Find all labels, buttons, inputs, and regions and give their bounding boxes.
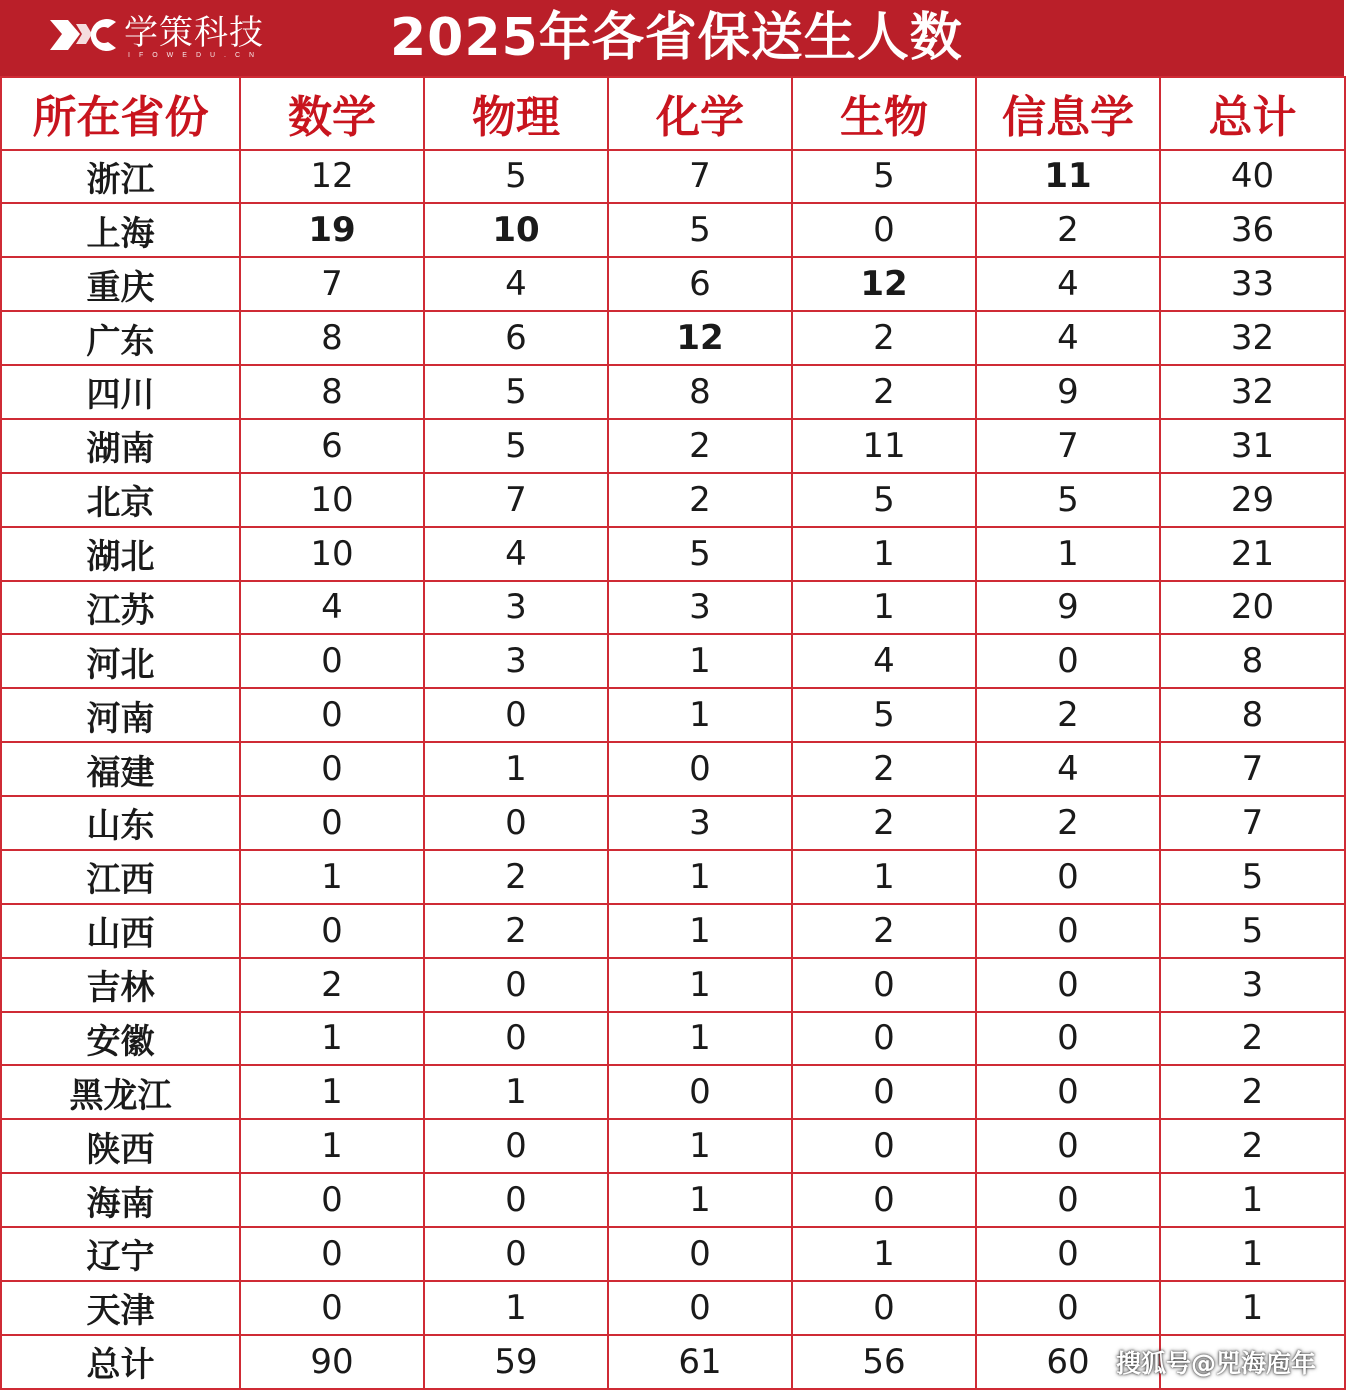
value-cell-math: 10 bbox=[240, 473, 424, 527]
province-cell: 上海 bbox=[1, 203, 240, 257]
column-header-biology: 生物 bbox=[792, 77, 976, 150]
value-cell-biology: 11 bbox=[792, 419, 976, 473]
value-cell-math: 0 bbox=[240, 1227, 424, 1281]
table-row bbox=[1, 850, 1345, 904]
column-header-chemistry: 化学 bbox=[608, 77, 792, 150]
column-total-math: 90 bbox=[240, 1335, 424, 1389]
value-cell-physics: 6 bbox=[424, 311, 608, 365]
value-cell-chemistry: 0 bbox=[608, 1227, 792, 1281]
value-cell-math: 8 bbox=[240, 311, 424, 365]
value-cell-chemistry: 3 bbox=[608, 581, 792, 635]
total-cell: 7 bbox=[1160, 796, 1345, 850]
value-cell-informatics: 2 bbox=[976, 203, 1160, 257]
value-cell-informatics: 9 bbox=[976, 365, 1160, 419]
value-cell-math: 6 bbox=[240, 419, 424, 473]
column-total-biology: 56 bbox=[792, 1335, 976, 1389]
value-cell-informatics: 2 bbox=[976, 688, 1160, 742]
value-cell-informatics: 0 bbox=[976, 958, 1160, 1012]
value-cell-physics: 0 bbox=[424, 688, 608, 742]
column-header-physics: 物理 bbox=[424, 77, 608, 150]
table-row bbox=[1, 1227, 1345, 1281]
value-cell-biology: 0 bbox=[792, 203, 976, 257]
value-cell-biology: 1 bbox=[792, 1227, 976, 1281]
value-cell-informatics: 11 bbox=[976, 150, 1160, 204]
value-cell-physics: 2 bbox=[424, 904, 608, 958]
province-cell: 北京 bbox=[1, 473, 240, 527]
province-cell: 安徽 bbox=[1, 1012, 240, 1066]
value-cell-biology: 0 bbox=[792, 1065, 976, 1119]
value-cell-physics: 1 bbox=[424, 1065, 608, 1119]
value-cell-informatics: 0 bbox=[976, 904, 1160, 958]
province-cell: 湖北 bbox=[1, 527, 240, 581]
value-cell-physics: 5 bbox=[424, 150, 608, 204]
logo-domain: IFOWEDU.CN bbox=[128, 52, 264, 59]
value-cell-physics: 4 bbox=[424, 257, 608, 311]
logo-name: 学策科技 bbox=[124, 13, 264, 53]
value-cell-informatics: 4 bbox=[976, 311, 1160, 365]
value-cell-chemistry: 12 bbox=[608, 311, 792, 365]
value-cell-informatics: 0 bbox=[976, 1119, 1160, 1173]
value-cell-math: 1 bbox=[240, 1012, 424, 1066]
value-cell-physics: 3 bbox=[424, 581, 608, 635]
table-row bbox=[1, 203, 1345, 257]
value-cell-informatics: 5 bbox=[976, 473, 1160, 527]
value-cell-physics: 0 bbox=[424, 1119, 608, 1173]
value-cell-math: 12 bbox=[240, 150, 424, 204]
value-cell-informatics: 1 bbox=[976, 527, 1160, 581]
table-row bbox=[1, 742, 1345, 796]
total-cell: 8 bbox=[1160, 688, 1345, 742]
table-row bbox=[1, 1119, 1345, 1173]
value-cell-informatics: 0 bbox=[976, 1173, 1160, 1227]
value-cell-biology: 0 bbox=[792, 958, 976, 1012]
value-cell-biology: 5 bbox=[792, 150, 976, 204]
total-cell: 2 bbox=[1160, 1065, 1345, 1119]
value-cell-chemistry: 8 bbox=[608, 365, 792, 419]
value-cell-physics: 1 bbox=[424, 742, 608, 796]
value-cell-physics: 0 bbox=[424, 958, 608, 1012]
value-cell-chemistry: 5 bbox=[608, 203, 792, 257]
province-cell: 山东 bbox=[1, 796, 240, 850]
total-cell: 1 bbox=[1160, 1227, 1345, 1281]
table-row bbox=[1, 1173, 1345, 1227]
total-cell: 21 bbox=[1160, 527, 1345, 581]
value-cell-physics: 0 bbox=[424, 1173, 608, 1227]
value-cell-chemistry: 1 bbox=[608, 904, 792, 958]
value-cell-biology: 5 bbox=[792, 473, 976, 527]
value-cell-math: 1 bbox=[240, 1065, 424, 1119]
value-cell-math: 0 bbox=[240, 1281, 424, 1335]
value-cell-biology: 0 bbox=[792, 1119, 976, 1173]
total-cell: 32 bbox=[1160, 365, 1345, 419]
value-cell-chemistry: 3 bbox=[608, 796, 792, 850]
value-cell-chemistry: 1 bbox=[608, 688, 792, 742]
total-cell: 36 bbox=[1160, 203, 1345, 257]
total-cell: 1 bbox=[1160, 1281, 1345, 1335]
province-cell: 福建 bbox=[1, 742, 240, 796]
value-cell-biology: 2 bbox=[792, 311, 976, 365]
watermark: 搜狐号@兕海庖年 bbox=[1115, 1348, 1316, 1378]
value-cell-informatics: 4 bbox=[976, 257, 1160, 311]
value-cell-biology: 2 bbox=[792, 365, 976, 419]
value-cell-math: 10 bbox=[240, 527, 424, 581]
value-cell-biology: 2 bbox=[792, 796, 976, 850]
value-cell-biology: 12 bbox=[792, 257, 976, 311]
total-cell: 1 bbox=[1160, 1173, 1345, 1227]
column-header-informatics: 信息学 bbox=[976, 77, 1160, 150]
table-body bbox=[1, 77, 1345, 1389]
value-cell-physics: 5 bbox=[424, 419, 608, 473]
value-cell-math: 0 bbox=[240, 904, 424, 958]
value-cell-informatics: 2 bbox=[976, 796, 1160, 850]
title-banner bbox=[0, 0, 1344, 76]
value-cell-informatics: 0 bbox=[976, 1012, 1160, 1066]
table-row bbox=[1, 473, 1345, 527]
value-cell-math: 0 bbox=[240, 1173, 424, 1227]
value-cell-informatics: 0 bbox=[976, 1227, 1160, 1281]
table-row bbox=[1, 904, 1345, 958]
total-cell: 7 bbox=[1160, 742, 1345, 796]
province-cell: 河北 bbox=[1, 634, 240, 688]
value-cell-physics: 10 bbox=[424, 203, 608, 257]
table-row bbox=[1, 581, 1345, 635]
value-cell-math: 19 bbox=[240, 203, 424, 257]
value-cell-chemistry: 2 bbox=[608, 473, 792, 527]
value-cell-informatics: 9 bbox=[976, 581, 1160, 635]
page-title: 2025年各省保送生人数 bbox=[390, 8, 963, 68]
value-cell-physics: 5 bbox=[424, 365, 608, 419]
province-cell: 四川 bbox=[1, 365, 240, 419]
table-row bbox=[1, 419, 1345, 473]
header-row bbox=[1, 77, 1345, 150]
total-cell: 5 bbox=[1160, 850, 1345, 904]
table-row bbox=[1, 1012, 1345, 1066]
province-cell: 天津 bbox=[1, 1281, 240, 1335]
value-cell-math: 4 bbox=[240, 581, 424, 635]
province-cell: 广东 bbox=[1, 311, 240, 365]
value-cell-biology: 5 bbox=[792, 688, 976, 742]
value-cell-chemistry: 0 bbox=[608, 1065, 792, 1119]
table-row bbox=[1, 634, 1345, 688]
table-row bbox=[1, 257, 1345, 311]
table-row bbox=[1, 796, 1345, 850]
province-cell: 江西 bbox=[1, 850, 240, 904]
value-cell-chemistry: 1 bbox=[608, 1173, 792, 1227]
value-cell-biology: 4 bbox=[792, 634, 976, 688]
value-cell-physics: 7 bbox=[424, 473, 608, 527]
value-cell-math: 2 bbox=[240, 958, 424, 1012]
value-cell-math: 8 bbox=[240, 365, 424, 419]
province-cell: 河南 bbox=[1, 688, 240, 742]
province-cell: 吉林 bbox=[1, 958, 240, 1012]
value-cell-math: 1 bbox=[240, 1119, 424, 1173]
value-cell-biology: 1 bbox=[792, 850, 976, 904]
total-cell: 40 bbox=[1160, 150, 1345, 204]
value-cell-chemistry: 0 bbox=[608, 1281, 792, 1335]
value-cell-physics: 2 bbox=[424, 850, 608, 904]
value-cell-chemistry: 7 bbox=[608, 150, 792, 204]
table-row bbox=[1, 1281, 1345, 1335]
total-cell: 2 bbox=[1160, 1012, 1345, 1066]
company-logo bbox=[46, 14, 264, 66]
province-cell: 江苏 bbox=[1, 581, 240, 635]
value-cell-physics: 0 bbox=[424, 1227, 608, 1281]
column-total-total bbox=[1115, 1335, 1345, 1389]
province-cell: 浙江 bbox=[1, 150, 240, 204]
total-cell: 29 bbox=[1160, 473, 1345, 527]
table-row bbox=[1, 527, 1345, 581]
value-cell-biology: 2 bbox=[792, 742, 976, 796]
value-cell-informatics: 0 bbox=[976, 634, 1160, 688]
value-cell-math: 0 bbox=[240, 742, 424, 796]
total-cell: 2 bbox=[1160, 1119, 1345, 1173]
value-cell-math: 7 bbox=[240, 257, 424, 311]
value-cell-informatics: 0 bbox=[976, 850, 1160, 904]
value-cell-informatics: 7 bbox=[976, 419, 1160, 473]
data-table bbox=[0, 76, 1346, 1390]
value-cell-math: 1 bbox=[240, 850, 424, 904]
totals-label: 总计 bbox=[1, 1335, 240, 1389]
total-cell: 8 bbox=[1160, 634, 1345, 688]
value-cell-chemistry: 0 bbox=[608, 742, 792, 796]
table-row bbox=[1, 958, 1345, 1012]
value-cell-physics: 4 bbox=[424, 527, 608, 581]
value-cell-informatics: 4 bbox=[976, 742, 1160, 796]
province-cell: 陕西 bbox=[1, 1119, 240, 1173]
total-cell: 32 bbox=[1160, 311, 1345, 365]
value-cell-chemistry: 1 bbox=[608, 1012, 792, 1066]
value-cell-math: 0 bbox=[240, 634, 424, 688]
province-cell: 黑龙江 bbox=[1, 1065, 240, 1119]
value-cell-biology: 1 bbox=[792, 581, 976, 635]
value-cell-informatics: 0 bbox=[976, 1281, 1160, 1335]
column-total-chemistry: 61 bbox=[608, 1335, 792, 1389]
value-cell-biology: 2 bbox=[792, 904, 976, 958]
value-cell-chemistry: 1 bbox=[608, 634, 792, 688]
value-cell-informatics: 0 bbox=[976, 1065, 1160, 1119]
province-cell: 重庆 bbox=[1, 257, 240, 311]
column-header-math: 数学 bbox=[240, 77, 424, 150]
column-header-total: 总计 bbox=[1160, 77, 1345, 150]
total-cell: 33 bbox=[1160, 257, 1345, 311]
total-cell: 3 bbox=[1160, 958, 1345, 1012]
value-cell-chemistry: 5 bbox=[608, 527, 792, 581]
total-cell: 20 bbox=[1160, 581, 1345, 635]
value-cell-physics: 0 bbox=[424, 796, 608, 850]
total-cell: 31 bbox=[1160, 419, 1345, 473]
value-cell-math: 0 bbox=[240, 688, 424, 742]
value-cell-physics: 3 bbox=[424, 634, 608, 688]
value-cell-chemistry: 2 bbox=[608, 419, 792, 473]
value-cell-chemistry: 1 bbox=[608, 1119, 792, 1173]
value-cell-biology: 0 bbox=[792, 1281, 976, 1335]
xc-logo-icon bbox=[46, 14, 120, 56]
value-cell-chemistry: 6 bbox=[608, 257, 792, 311]
column-header-province: 所在省份 bbox=[1, 77, 240, 150]
table-row bbox=[1, 311, 1345, 365]
table-row bbox=[1, 365, 1345, 419]
value-cell-biology: 0 bbox=[792, 1012, 976, 1066]
column-total-physics: 59 bbox=[424, 1335, 608, 1389]
value-cell-chemistry: 1 bbox=[608, 958, 792, 1012]
column-total-informatics: 60 bbox=[976, 1335, 1160, 1389]
value-cell-chemistry: 1 bbox=[608, 850, 792, 904]
value-cell-physics: 1 bbox=[424, 1281, 608, 1335]
value-cell-biology: 0 bbox=[792, 1173, 976, 1227]
value-cell-physics: 0 bbox=[424, 1012, 608, 1066]
province-cell: 山西 bbox=[1, 904, 240, 958]
province-cell: 海南 bbox=[1, 1173, 240, 1227]
value-cell-math: 0 bbox=[240, 796, 424, 850]
table-row bbox=[1, 1065, 1345, 1119]
table-row bbox=[1, 150, 1345, 204]
table-row bbox=[1, 688, 1345, 742]
province-cell: 湖南 bbox=[1, 419, 240, 473]
province-cell: 辽宁 bbox=[1, 1227, 240, 1281]
total-cell: 5 bbox=[1160, 904, 1345, 958]
totals-row bbox=[1, 1335, 1345, 1389]
value-cell-biology: 1 bbox=[792, 527, 976, 581]
